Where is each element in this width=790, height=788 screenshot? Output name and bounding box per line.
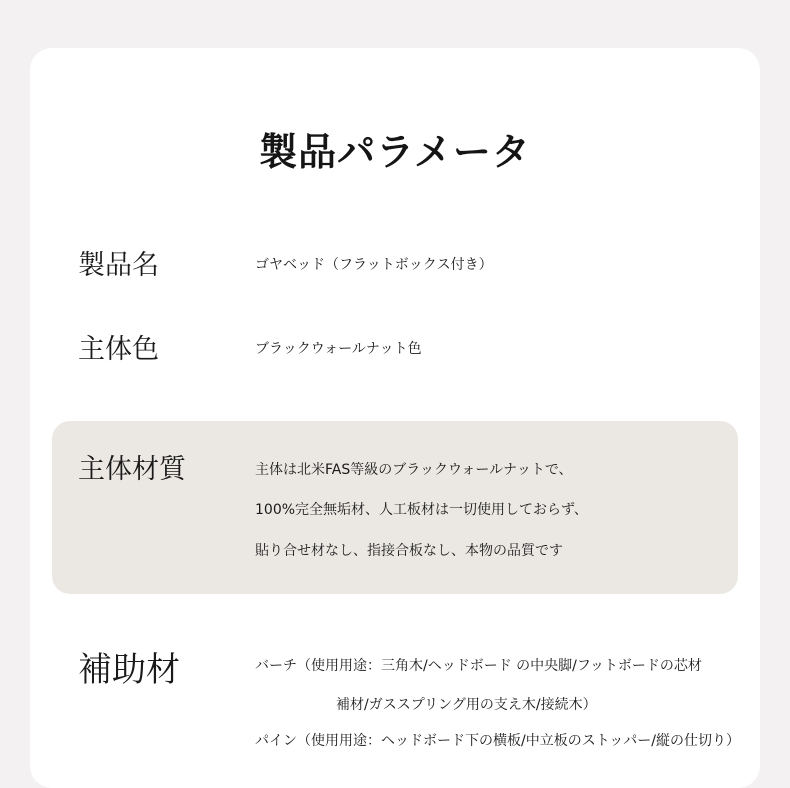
param-value-product-name: ゴヤベッド（フラットボックス付き） (255, 257, 493, 273)
param-value-auxiliary-material-line-1: バーチ（使用用途：三角木/ヘッドボード の中央脚/フットボードの芯材 (255, 658, 702, 674)
param-label-main-color: 主体色 (78, 334, 159, 365)
param-value-main-material-line-1: 主体は北米FAS等級のブラックウォールナットで、 (255, 462, 573, 478)
param-label-product-name: 製品名 (78, 250, 159, 281)
param-value-main-color: ブラックウォールナット色 (255, 341, 422, 357)
param-value-auxiliary-material-line-3: パイン（使用用途：ヘッドボード下の横板/中立板のストッパー/縦の仕切り） (255, 733, 741, 749)
param-value-main-material-line-3: 貼り合せ材なし、指接合板なし、本物の品質です (255, 543, 563, 559)
param-value-auxiliary-material-line-2: 補材/ガススプリング用の支え木/接続木） (336, 697, 597, 713)
param-label-auxiliary-material: 補助材 (78, 650, 180, 690)
param-value-main-material-line-2: 100%完全無垢材、人工板材は一切使用しておらず、 (255, 502, 588, 518)
page-title: 製品パラメータ (259, 130, 531, 174)
param-label-main-material: 主体材質 (78, 454, 186, 485)
